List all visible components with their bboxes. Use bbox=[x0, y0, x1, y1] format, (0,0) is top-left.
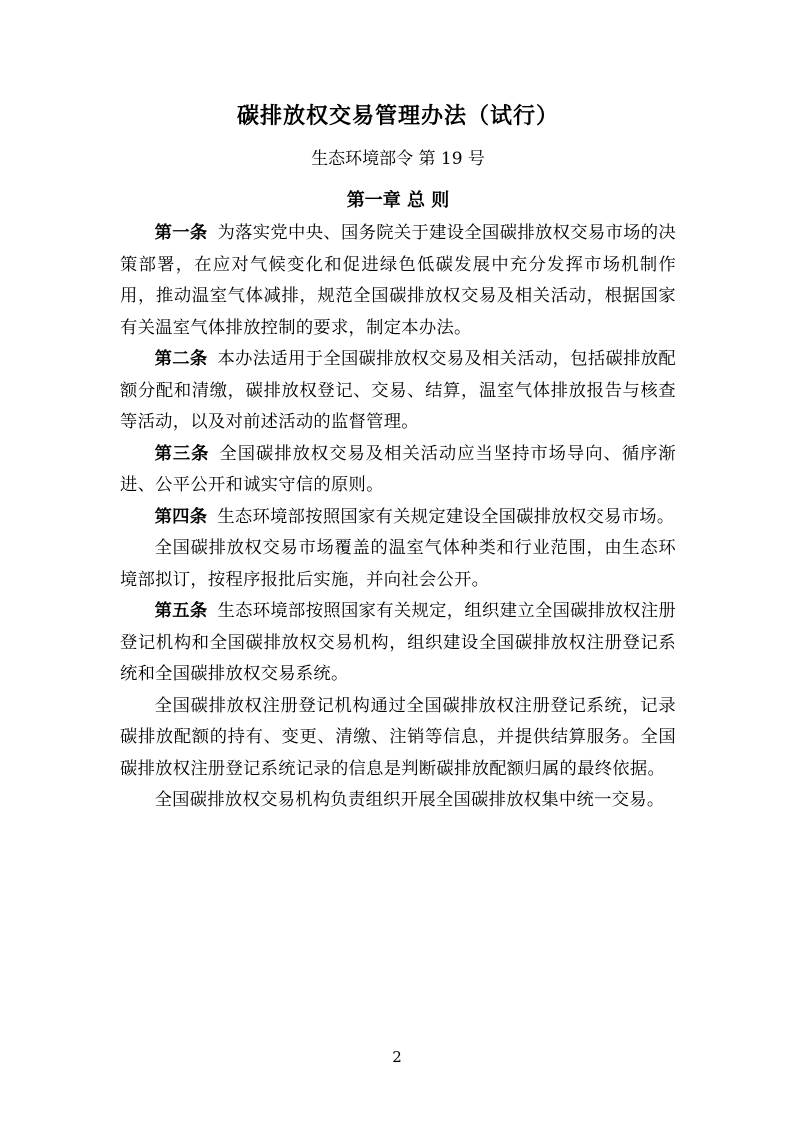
article-paragraph bbox=[120, 691, 676, 786]
chapter-heading: 第一章 总 则 bbox=[346, 190, 450, 211]
article-text: 全国碳排放权交易市场覆盖的温室气体种类和行业范围，由生态环境部拟订，按程序报批后实施，并向社会公开。 bbox=[120, 538, 676, 590]
article-text: 全国碳排放权交易机构负责组织开展全国碳排放权集中统一交易。 bbox=[154, 790, 665, 810]
article-text: 本办法适用于全国碳排放权交易及相关活动，包括碳排放配额分配和清缴，碳排放权登记、交易、结算，温室气体排放报告与核查等活动，以及对前述活动的监督管理。 bbox=[120, 349, 676, 432]
article-paragraph bbox=[120, 502, 676, 534]
article-paragraph bbox=[120, 596, 676, 691]
document-title: 碳排放权交易管理办法（试行） bbox=[236, 103, 559, 129]
article-label: 第五条 bbox=[154, 601, 208, 621]
article-paragraph bbox=[120, 785, 676, 817]
article-paragraph bbox=[120, 218, 676, 344]
article-text: 生态环境部按照国家有关规定，组织建立全国碳排放权注册登记机构和全国碳排放权交易机构，组织建设全国碳排放权注册登记系统和全国碳排放权交易系统。 bbox=[120, 601, 676, 684]
article-label: 第二条 bbox=[154, 349, 208, 369]
decree-number: 生态环境部令 第 19 号 bbox=[311, 149, 485, 169]
article-paragraph bbox=[120, 344, 676, 439]
article-text: 为落实党中央、国务院关于建设全国碳排放权交易市场的决策部署，在应对气候变化和促进绿色低碳发展中充分发挥市场机制作用，推动温室气体减排，规范全国碳排放权交易及相关活动，根据国家有关温室气体排放控制的要求，制定本办法。 bbox=[120, 223, 676, 338]
article-label: 第三条 bbox=[154, 443, 210, 464]
article-list bbox=[120, 218, 676, 817]
page-number: 2 bbox=[392, 1048, 402, 1066]
document-page bbox=[120, 96, 676, 817]
article-paragraph bbox=[120, 533, 676, 596]
article-text: 生态环境部按照国家有关规定建设全国碳排放权交易市场。 bbox=[217, 506, 675, 527]
article-text: 全国碳排放权注册登记机构通过全国碳排放权注册登记系统，记录碳排放配额的持有、变更、清缴、注销等信息，并提供结算服务。全国碳排放权注册登记系统记录的信息是判断碳排放配额归属的最终依据。 bbox=[120, 695, 676, 779]
article-text: 全国碳排放权交易及相关活动应当坚持市场导向、循序渐进、公平公开和诚实守信的原则。 bbox=[120, 443, 676, 495]
article-label: 第四条 bbox=[154, 506, 208, 527]
article-paragraph bbox=[120, 439, 676, 502]
article-label: 第一条 bbox=[154, 223, 208, 243]
